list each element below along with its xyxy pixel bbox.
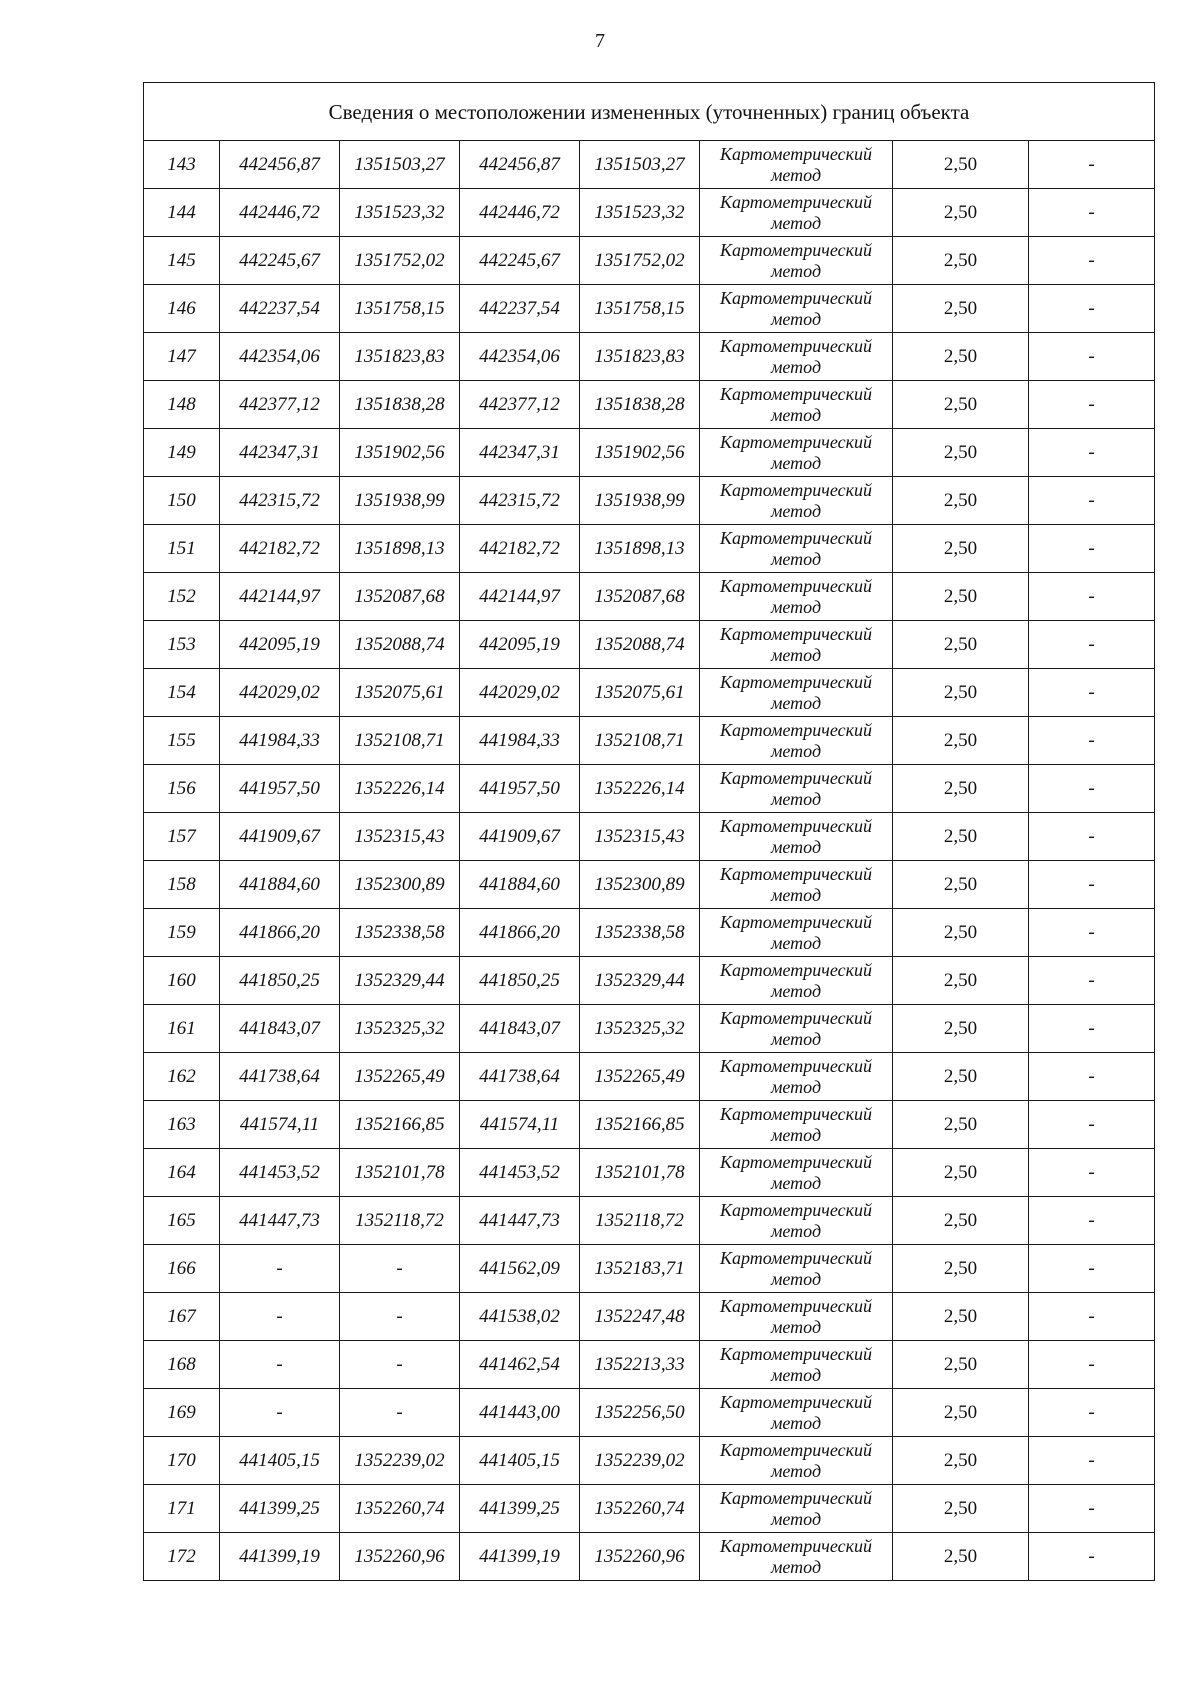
x-refined-cell: 441399,25 [460, 1485, 580, 1533]
x-existing-cell: 441984,33 [220, 717, 340, 765]
x-refined-cell: 442095,19 [460, 621, 580, 669]
point-number-cell: 147 [144, 333, 220, 381]
x-refined-cell: 441453,52 [460, 1149, 580, 1197]
y-existing-cell: 1351838,28 [340, 381, 460, 429]
method-cell: Картометрический метод [700, 525, 893, 573]
x-refined-cell: 441738,64 [460, 1053, 580, 1101]
method-cell: Картометрический метод [700, 477, 893, 525]
y-refined-cell: 1352213,33 [580, 1341, 700, 1389]
y-existing-cell: 1352239,02 [340, 1437, 460, 1485]
y-existing-cell: 1352118,72 [340, 1197, 460, 1245]
point-number-cell: 167 [144, 1293, 220, 1341]
y-refined-cell: 1351938,99 [580, 477, 700, 525]
description-cell: - [1029, 1005, 1155, 1053]
table-row [144, 909, 1155, 957]
y-existing-cell: - [340, 1293, 460, 1341]
y-refined-cell: 1352247,48 [580, 1293, 700, 1341]
y-refined-cell: 1351838,28 [580, 381, 700, 429]
x-refined-cell: 442354,06 [460, 333, 580, 381]
y-existing-cell: 1351758,15 [340, 285, 460, 333]
y-existing-cell: 1351523,32 [340, 189, 460, 237]
y-refined-cell: 1352338,58 [580, 909, 700, 957]
description-cell: - [1029, 141, 1155, 189]
x-refined-cell: 441399,19 [460, 1533, 580, 1581]
accuracy-cell: 2,50 [893, 1533, 1029, 1581]
method-cell: Картометрический метод [700, 285, 893, 333]
y-refined-cell: 1352256,50 [580, 1389, 700, 1437]
accuracy-cell: 2,50 [893, 861, 1029, 909]
accuracy-cell: 2,50 [893, 429, 1029, 477]
description-cell: - [1029, 285, 1155, 333]
y-refined-cell: 1351823,83 [580, 333, 700, 381]
accuracy-cell: 2,50 [893, 1437, 1029, 1485]
y-existing-cell: - [340, 1341, 460, 1389]
table-row [144, 573, 1155, 621]
description-cell: - [1029, 957, 1155, 1005]
accuracy-cell: 2,50 [893, 1101, 1029, 1149]
point-number-cell: 172 [144, 1533, 220, 1581]
method-cell: Картометрический метод [700, 1101, 893, 1149]
description-cell: - [1029, 669, 1155, 717]
x-existing-cell: 442315,72 [220, 477, 340, 525]
method-cell: Картометрический метод [700, 957, 893, 1005]
y-refined-cell: 1351523,32 [580, 189, 700, 237]
accuracy-cell: 2,50 [893, 381, 1029, 429]
point-number-cell: 150 [144, 477, 220, 525]
y-existing-cell: 1352226,14 [340, 765, 460, 813]
x-refined-cell: 442182,72 [460, 525, 580, 573]
method-cell: Картометрический метод [700, 237, 893, 285]
point-number-cell: 159 [144, 909, 220, 957]
page-number: 7 [595, 30, 605, 52]
accuracy-cell: 2,50 [893, 621, 1029, 669]
x-existing-cell: 441884,60 [220, 861, 340, 909]
y-existing-cell: 1352325,32 [340, 1005, 460, 1053]
y-existing-cell: 1352265,49 [340, 1053, 460, 1101]
description-cell: - [1029, 189, 1155, 237]
y-refined-cell: 1352166,85 [580, 1101, 700, 1149]
description-cell: - [1029, 621, 1155, 669]
point-number-cell: 171 [144, 1485, 220, 1533]
table-row [144, 1293, 1155, 1341]
method-cell: Картометрический метод [700, 717, 893, 765]
method-cell: Картометрический метод [700, 1005, 893, 1053]
description-cell: - [1029, 1437, 1155, 1485]
point-number-cell: 143 [144, 141, 220, 189]
method-cell: Картометрический метод [700, 189, 893, 237]
x-refined-cell: 442347,31 [460, 429, 580, 477]
description-cell: - [1029, 1149, 1155, 1197]
method-cell: Картометрический метод [700, 1533, 893, 1581]
table-row [144, 669, 1155, 717]
x-refined-cell: 441843,07 [460, 1005, 580, 1053]
x-existing-cell: - [220, 1341, 340, 1389]
method-cell: Картометрический метод [700, 1149, 893, 1197]
accuracy-cell: 2,50 [893, 1485, 1029, 1533]
y-refined-cell: 1351902,56 [580, 429, 700, 477]
description-cell: - [1029, 1293, 1155, 1341]
x-refined-cell: 441574,11 [460, 1101, 580, 1149]
method-cell: Картометрический метод [700, 1293, 893, 1341]
x-existing-cell: 442237,54 [220, 285, 340, 333]
x-existing-cell: 441399,19 [220, 1533, 340, 1581]
accuracy-cell: 2,50 [893, 1341, 1029, 1389]
accuracy-cell: 2,50 [893, 813, 1029, 861]
y-existing-cell: 1352260,96 [340, 1533, 460, 1581]
description-cell: - [1029, 909, 1155, 957]
point-number-cell: 158 [144, 861, 220, 909]
accuracy-cell: 2,50 [893, 333, 1029, 381]
x-refined-cell: 441462,54 [460, 1341, 580, 1389]
table-row [144, 957, 1155, 1005]
accuracy-cell: 2,50 [893, 285, 1029, 333]
y-refined-cell: 1352226,14 [580, 765, 700, 813]
boundary-coordinates-table [143, 82, 1155, 1581]
table-row [144, 1149, 1155, 1197]
accuracy-cell: 2,50 [893, 1245, 1029, 1293]
y-refined-cell: 1352265,49 [580, 1053, 700, 1101]
x-refined-cell: 441957,50 [460, 765, 580, 813]
table-row [144, 1053, 1155, 1101]
x-existing-cell: 442095,19 [220, 621, 340, 669]
x-existing-cell: 441399,25 [220, 1485, 340, 1533]
description-cell: - [1029, 1341, 1155, 1389]
y-existing-cell: 1351752,02 [340, 237, 460, 285]
table-row [144, 333, 1155, 381]
y-refined-cell: 1352118,72 [580, 1197, 700, 1245]
y-refined-cell: 1352300,89 [580, 861, 700, 909]
y-refined-cell: 1352087,68 [580, 573, 700, 621]
description-cell: - [1029, 813, 1155, 861]
description-cell: - [1029, 1485, 1155, 1533]
accuracy-cell: 2,50 [893, 573, 1029, 621]
point-number-cell: 170 [144, 1437, 220, 1485]
table-row [144, 477, 1155, 525]
y-existing-cell: 1352075,61 [340, 669, 460, 717]
accuracy-cell: 2,50 [893, 669, 1029, 717]
description-cell: - [1029, 861, 1155, 909]
method-cell: Картометрический метод [700, 669, 893, 717]
x-refined-cell: 441984,33 [460, 717, 580, 765]
point-number-cell: 169 [144, 1389, 220, 1437]
point-number-cell: 164 [144, 1149, 220, 1197]
accuracy-cell: 2,50 [893, 1389, 1029, 1437]
point-number-cell: 156 [144, 765, 220, 813]
x-existing-cell: - [220, 1293, 340, 1341]
y-refined-cell: 1352075,61 [580, 669, 700, 717]
point-number-cell: 157 [144, 813, 220, 861]
point-number-cell: 168 [144, 1341, 220, 1389]
table-row [144, 813, 1155, 861]
table-row [144, 1533, 1155, 1581]
table-row [144, 1341, 1155, 1389]
table-row [144, 429, 1155, 477]
method-cell: Картометрический метод [700, 141, 893, 189]
y-refined-cell: 1352108,71 [580, 717, 700, 765]
y-existing-cell: 1352329,44 [340, 957, 460, 1005]
point-number-cell: 149 [144, 429, 220, 477]
accuracy-cell: 2,50 [893, 1293, 1029, 1341]
method-cell: Картометрический метод [700, 1245, 893, 1293]
method-cell: Картометрический метод [700, 429, 893, 477]
table-row [144, 1245, 1155, 1293]
description-cell: - [1029, 717, 1155, 765]
y-refined-cell: 1352088,74 [580, 621, 700, 669]
point-number-cell: 148 [144, 381, 220, 429]
y-refined-cell: 1352260,96 [580, 1533, 700, 1581]
x-refined-cell: 441866,20 [460, 909, 580, 957]
method-cell: Картометрический метод [700, 765, 893, 813]
y-existing-cell: - [340, 1245, 460, 1293]
description-cell: - [1029, 1389, 1155, 1437]
x-existing-cell: 442245,67 [220, 237, 340, 285]
x-refined-cell: 441443,00 [460, 1389, 580, 1437]
description-cell: - [1029, 1197, 1155, 1245]
method-cell: Картометрический метод [700, 333, 893, 381]
table-row [144, 237, 1155, 285]
method-cell: Картометрический метод [700, 1437, 893, 1485]
x-refined-cell: 441909,67 [460, 813, 580, 861]
x-refined-cell: 441562,09 [460, 1245, 580, 1293]
point-number-cell: 163 [144, 1101, 220, 1149]
point-number-cell: 151 [144, 525, 220, 573]
description-cell: - [1029, 1053, 1155, 1101]
x-refined-cell: 442245,67 [460, 237, 580, 285]
table-row [144, 381, 1155, 429]
x-refined-cell: 441884,60 [460, 861, 580, 909]
y-refined-cell: 1351898,13 [580, 525, 700, 573]
y-refined-cell: 1351503,27 [580, 141, 700, 189]
x-existing-cell: 442354,06 [220, 333, 340, 381]
accuracy-cell: 2,50 [893, 717, 1029, 765]
point-number-cell: 145 [144, 237, 220, 285]
x-refined-cell: 442029,02 [460, 669, 580, 717]
x-existing-cell: 441405,15 [220, 1437, 340, 1485]
x-existing-cell: 441866,20 [220, 909, 340, 957]
x-existing-cell: 442144,97 [220, 573, 340, 621]
point-number-cell: 144 [144, 189, 220, 237]
x-existing-cell: - [220, 1389, 340, 1437]
point-number-cell: 162 [144, 1053, 220, 1101]
x-refined-cell: 442144,97 [460, 573, 580, 621]
accuracy-cell: 2,50 [893, 525, 1029, 573]
method-cell: Картометрический метод [700, 861, 893, 909]
method-cell: Картометрический метод [700, 813, 893, 861]
table-row [144, 141, 1155, 189]
y-existing-cell: 1352315,43 [340, 813, 460, 861]
table-row [144, 717, 1155, 765]
x-existing-cell: 442347,31 [220, 429, 340, 477]
point-number-cell: 154 [144, 669, 220, 717]
y-existing-cell: 1352260,74 [340, 1485, 460, 1533]
method-cell: Картометрический метод [700, 1389, 893, 1437]
table-title-row [144, 83, 1155, 141]
y-existing-cell: 1351823,83 [340, 333, 460, 381]
description-cell: - [1029, 1245, 1155, 1293]
table-row [144, 621, 1155, 669]
accuracy-cell: 2,50 [893, 141, 1029, 189]
x-refined-cell: 441850,25 [460, 957, 580, 1005]
x-existing-cell: 442446,72 [220, 189, 340, 237]
x-existing-cell: 441957,50 [220, 765, 340, 813]
x-existing-cell: 441574,11 [220, 1101, 340, 1149]
x-existing-cell: 441909,67 [220, 813, 340, 861]
description-cell: - [1029, 1101, 1155, 1149]
description-cell: - [1029, 1533, 1155, 1581]
description-cell: - [1029, 765, 1155, 813]
y-refined-cell: 1351758,15 [580, 285, 700, 333]
method-cell: Картометрический метод [700, 621, 893, 669]
y-refined-cell: 1351752,02 [580, 237, 700, 285]
point-number-cell: 155 [144, 717, 220, 765]
accuracy-cell: 2,50 [893, 189, 1029, 237]
y-existing-cell: 1351902,56 [340, 429, 460, 477]
x-refined-cell: 441447,73 [460, 1197, 580, 1245]
table-row [144, 1389, 1155, 1437]
table-row [144, 1197, 1155, 1245]
y-existing-cell: 1352087,68 [340, 573, 460, 621]
table-title: Сведения о местоположении измененных (уточненных) границ объекта [144, 83, 1155, 141]
point-number-cell: 166 [144, 1245, 220, 1293]
table-row [144, 765, 1155, 813]
accuracy-cell: 2,50 [893, 1197, 1029, 1245]
y-existing-cell: 1352300,89 [340, 861, 460, 909]
accuracy-cell: 2,50 [893, 765, 1029, 813]
point-number-cell: 146 [144, 285, 220, 333]
y-refined-cell: 1352315,43 [580, 813, 700, 861]
description-cell: - [1029, 573, 1155, 621]
accuracy-cell: 2,50 [893, 237, 1029, 285]
description-cell: - [1029, 429, 1155, 477]
table-row [144, 1101, 1155, 1149]
point-number-cell: 160 [144, 957, 220, 1005]
y-existing-cell: 1352101,78 [340, 1149, 460, 1197]
accuracy-cell: 2,50 [893, 909, 1029, 957]
method-cell: Картометрический метод [700, 573, 893, 621]
x-existing-cell: 442377,12 [220, 381, 340, 429]
y-existing-cell: 1351503,27 [340, 141, 460, 189]
accuracy-cell: 2,50 [893, 1149, 1029, 1197]
x-refined-cell: 442377,12 [460, 381, 580, 429]
y-refined-cell: 1352183,71 [580, 1245, 700, 1293]
x-refined-cell: 441405,15 [460, 1437, 580, 1485]
accuracy-cell: 2,50 [893, 477, 1029, 525]
table-row [144, 1005, 1155, 1053]
x-existing-cell: 442029,02 [220, 669, 340, 717]
point-number-cell: 165 [144, 1197, 220, 1245]
method-cell: Картометрический метод [700, 1485, 893, 1533]
accuracy-cell: 2,50 [893, 1005, 1029, 1053]
y-refined-cell: 1352260,74 [580, 1485, 700, 1533]
accuracy-cell: 2,50 [893, 1053, 1029, 1101]
point-number-cell: 153 [144, 621, 220, 669]
x-refined-cell: 442446,72 [460, 189, 580, 237]
y-refined-cell: 1352329,44 [580, 957, 700, 1005]
accuracy-cell: 2,50 [893, 957, 1029, 1005]
x-refined-cell: 442237,54 [460, 285, 580, 333]
point-number-cell: 161 [144, 1005, 220, 1053]
x-existing-cell: 442456,87 [220, 141, 340, 189]
method-cell: Картометрический метод [700, 1197, 893, 1245]
description-cell: - [1029, 237, 1155, 285]
y-refined-cell: 1352325,32 [580, 1005, 700, 1053]
description-cell: - [1029, 381, 1155, 429]
y-existing-cell: 1351938,99 [340, 477, 460, 525]
y-existing-cell: - [340, 1389, 460, 1437]
description-cell: - [1029, 525, 1155, 573]
y-refined-cell: 1352239,02 [580, 1437, 700, 1485]
x-refined-cell: 442315,72 [460, 477, 580, 525]
y-refined-cell: 1352101,78 [580, 1149, 700, 1197]
table-row [144, 525, 1155, 573]
y-existing-cell: 1352088,74 [340, 621, 460, 669]
table-row [144, 861, 1155, 909]
y-existing-cell: 1352338,58 [340, 909, 460, 957]
x-existing-cell: 441447,73 [220, 1197, 340, 1245]
y-existing-cell: 1352108,71 [340, 717, 460, 765]
point-number-cell: 152 [144, 573, 220, 621]
description-cell: - [1029, 333, 1155, 381]
y-existing-cell: 1352166,85 [340, 1101, 460, 1149]
table-row [144, 1485, 1155, 1533]
x-existing-cell: 442182,72 [220, 525, 340, 573]
x-refined-cell: 442456,87 [460, 141, 580, 189]
method-cell: Картометрический метод [700, 381, 893, 429]
y-existing-cell: 1351898,13 [340, 525, 460, 573]
x-refined-cell: 441538,02 [460, 1293, 580, 1341]
x-existing-cell: 441843,07 [220, 1005, 340, 1053]
table-row [144, 1437, 1155, 1485]
method-cell: Картометрический метод [700, 1341, 893, 1389]
description-cell: - [1029, 477, 1155, 525]
method-cell: Картометрический метод [700, 909, 893, 957]
method-cell: Картометрический метод [700, 1053, 893, 1101]
table-row [144, 189, 1155, 237]
x-existing-cell: - [220, 1245, 340, 1293]
table-row [144, 285, 1155, 333]
x-existing-cell: 441453,52 [220, 1149, 340, 1197]
x-existing-cell: 441738,64 [220, 1053, 340, 1101]
x-existing-cell: 441850,25 [220, 957, 340, 1005]
